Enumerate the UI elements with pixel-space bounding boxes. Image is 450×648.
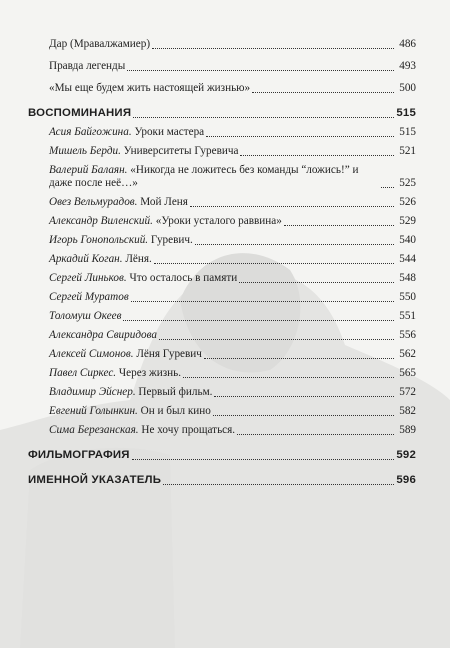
author-name: Мишель Берди.: [49, 145, 121, 157]
toc-entry-title: [49, 348, 202, 361]
work-title: «Никогда не ложитесь без команды “ложись!” и даже после неё…»: [49, 164, 359, 189]
leader-dots: [133, 116, 394, 118]
author-name: Толомуш Океев: [49, 310, 122, 322]
leader-dots: [190, 205, 394, 207]
leader-dots: [152, 47, 394, 49]
section-title: ВОСПОМИНАНИЯ: [28, 107, 132, 119]
section-page: 592: [396, 449, 416, 461]
work-title: «Уроки усталого раввина»: [155, 215, 282, 227]
leader-dots: [183, 376, 394, 378]
toc-entry[interactable]: [28, 348, 416, 361]
section-page: 515: [396, 107, 416, 119]
toc-entry-page: 589: [399, 424, 416, 436]
author-name: Сима Березанская.: [49, 424, 139, 436]
toc-entry-page: 521: [399, 145, 416, 157]
leader-dots: [237, 433, 394, 435]
toc-entry[interactable]: [28, 424, 416, 437]
toc-section-filmography[interactable]: [28, 449, 416, 462]
leader-dots: [154, 262, 394, 264]
toc-entry-title: [49, 253, 152, 266]
toc-entry-title: [49, 424, 235, 437]
toc-entry-title: [49, 215, 282, 228]
toc-section-name-index[interactable]: [28, 474, 416, 487]
author-name: Владимир Эйснер.: [49, 386, 136, 398]
work-title: Первый фильм.: [138, 386, 213, 398]
toc-entry[interactable]: [28, 164, 416, 190]
toc-entry-page: 486: [399, 38, 416, 50]
work-title: Лёня Гуревич: [136, 348, 202, 360]
toc-entry[interactable]: [28, 215, 416, 228]
author-name: Асия Байгожина.: [49, 126, 132, 138]
toc-entry-title: [49, 405, 211, 418]
toc-entry-page: 500: [399, 82, 416, 94]
work-title: Гуревич.: [150, 234, 193, 246]
toc-entry-page: 582: [399, 405, 416, 417]
leader-dots: [195, 243, 394, 245]
toc-section-memories[interactable]: [28, 107, 416, 120]
toc-entry[interactable]: [28, 60, 416, 73]
toc-entry-title: Дар (Мравалжамиер): [49, 38, 151, 50]
toc-entry[interactable]: [28, 253, 416, 266]
leader-dots: [123, 319, 394, 321]
toc-entry[interactable]: [28, 82, 416, 95]
work-title: Не хочу прощаться.: [141, 424, 236, 436]
work-title: Университеты Гуревича: [123, 145, 239, 157]
toc-entry[interactable]: [28, 196, 416, 209]
toc-entry-page: 526: [399, 196, 416, 208]
toc-entry-title: «Мы еще будем жить настоящей жизнью»: [49, 82, 251, 94]
toc-entry[interactable]: [28, 126, 416, 139]
work-title: Мой Леня: [140, 196, 188, 208]
author-name: Павел Сиркес.: [49, 367, 117, 379]
leader-dots: [206, 135, 394, 137]
leader-dots: [240, 154, 394, 156]
work-title: Что осталось в памяти: [129, 272, 238, 284]
leader-dots: [252, 91, 394, 93]
toc-entry-page: 515: [399, 126, 416, 138]
author-name: Аркадий Коган.: [49, 253, 123, 265]
author-name: Овез Вельмурадов.: [49, 196, 138, 208]
author-name: Александра Свиридова: [49, 329, 157, 341]
section-title: ФИЛЬМОГРАФИЯ: [28, 449, 130, 461]
leader-dots: [159, 338, 394, 340]
toc-entry-page: 493: [399, 60, 416, 72]
toc-entry[interactable]: [28, 386, 416, 399]
leader-dots: [213, 414, 394, 416]
toc-entry-page: 562: [399, 348, 416, 360]
leader-dots: [132, 458, 394, 460]
toc-entry-title: [49, 329, 157, 342]
toc-entry[interactable]: [28, 291, 416, 304]
toc-entry-title: [49, 386, 212, 399]
work-title: Он и был кино: [140, 405, 211, 417]
toc-entry-page: 550: [399, 291, 416, 303]
work-title: Уроки мастера: [134, 126, 205, 138]
toc-entry-title: [49, 367, 181, 380]
toc-entry-title: Правда легенды: [49, 60, 126, 72]
author-name: Игорь Гонопольский.: [49, 234, 149, 246]
table-of-contents: [28, 38, 416, 487]
toc-entry-page: 548: [399, 272, 416, 284]
author-name: Сергей Муратов: [49, 291, 129, 303]
toc-entry-page: 551: [399, 310, 416, 322]
section-page: 596: [396, 474, 416, 486]
toc-entry-title: [49, 126, 204, 139]
toc-entry-page: 556: [399, 329, 416, 341]
author-name: Валерий Балаян.: [49, 164, 128, 176]
toc-entry-title: [49, 164, 379, 190]
leader-dots: [214, 395, 394, 397]
toc-entry[interactable]: [28, 405, 416, 418]
leader-dots: [284, 224, 394, 226]
section-title: ИМЕННОЙ УКАЗАТЕЛЬ: [28, 474, 162, 486]
leader-dots: [131, 300, 394, 302]
author-name: Евгений Голынкин.: [49, 405, 138, 417]
author-name: Алексей Симонов.: [49, 348, 134, 360]
toc-entry-page: 529: [399, 215, 416, 227]
work-title: Через жизнь.: [118, 367, 182, 379]
work-title: Лёня.: [125, 253, 152, 265]
toc-entry-title: [49, 272, 237, 285]
leader-dots: [127, 69, 394, 71]
toc-entry[interactable]: [28, 310, 416, 323]
leader-dots: [204, 357, 394, 359]
toc-entry-page: 572: [399, 386, 416, 398]
toc-entry[interactable]: [28, 145, 416, 158]
toc-entry[interactable]: [28, 367, 416, 380]
toc-entry[interactable]: [28, 272, 416, 285]
toc-entry[interactable]: [28, 329, 416, 342]
toc-entry-page: 525: [399, 177, 416, 189]
toc-entry-title: [49, 291, 129, 304]
leader-dots: [239, 281, 394, 283]
leader-dots: [381, 186, 394, 188]
leader-dots: [163, 483, 394, 485]
toc-entry-title: [49, 145, 238, 158]
author-name: Сергей Линьков.: [49, 272, 127, 284]
toc-entry-page: 540: [399, 234, 416, 246]
toc-entry-title: [49, 196, 188, 209]
toc-entry-title: [49, 234, 193, 247]
author-name: Александр Виленский.: [49, 215, 153, 227]
toc-entry-page: 544: [399, 253, 416, 265]
toc-entry-title: [49, 310, 121, 323]
toc-entry[interactable]: [28, 38, 416, 51]
toc-entry-page: 565: [399, 367, 416, 379]
toc-entry[interactable]: [28, 234, 416, 247]
